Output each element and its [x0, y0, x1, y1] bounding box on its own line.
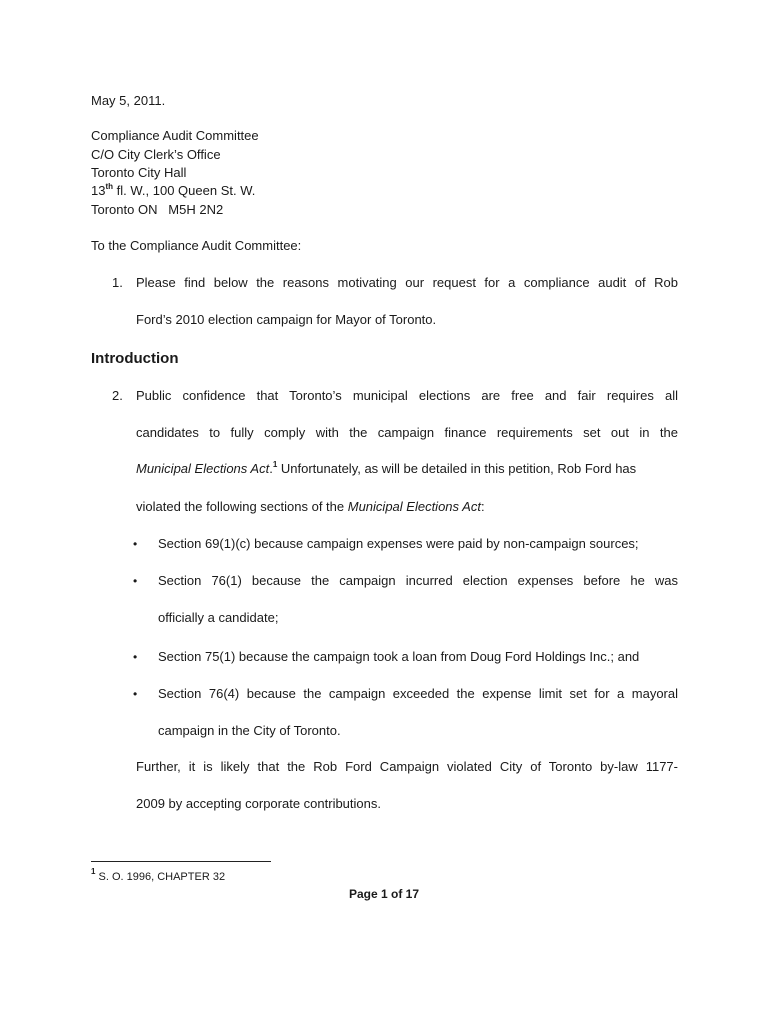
paragraph-2-line-4	[136, 499, 485, 515]
paragraph-2-line-2: candidates to fully comply with the campaign finance requirements set out in the	[136, 425, 678, 440]
bullet-marker: •	[133, 650, 138, 664]
act-title-italic-2: Municipal Elections Act	[347, 499, 481, 514]
footnote-mark: 1	[91, 867, 96, 877]
further-paragraph-line-2: 2009 by accepting corporate contributions.	[136, 796, 381, 811]
footnote-text: S. O. 1996, CHAPTER 32	[95, 871, 226, 883]
letter-date: May 5, 2011.	[91, 93, 166, 108]
page-of: of	[387, 887, 406, 901]
paragraph-2-line-1: Public confidence that Toronto’s municipal elections are free and fair requires all	[136, 388, 678, 403]
paragraph-2-number: 2.	[112, 388, 123, 403]
list-item-2-line-2: officially a candidate;	[158, 610, 279, 625]
address-line-5: Toronto ON M5H 2N2	[91, 202, 224, 217]
footnote-reference: 1	[272, 459, 278, 469]
list-item-3: Section 75(1) because the campaign took a loan from Doug Ford Holdings Inc.; and	[158, 649, 640, 664]
list-item-2-line-1: Section 76(1) because the campaign incurred election expenses before he was	[158, 573, 678, 588]
period: .	[269, 461, 273, 476]
bullet-marker: •	[133, 574, 138, 588]
paragraph-1-number: 1.	[112, 275, 123, 290]
list-item-4-line-2: campaign in the City of Toronto.	[158, 723, 341, 738]
line-4-colon: :	[480, 499, 485, 514]
street-address: fl. W., 100 Queen St. W.	[113, 183, 256, 198]
paragraph-1-line-2: Ford’s 2010 election campaign for Mayor of Toronto.	[136, 312, 437, 327]
salutation: To the Compliance Audit Committee:	[91, 238, 302, 253]
paragraph-1-line-1: Please find below the reasons motivating our request for a compliance audit of Rob	[136, 275, 678, 290]
list-item-1: Section 69(1)(c) because campaign expenses were paid by non-campaign sources;	[158, 536, 639, 551]
section-heading-introduction: Introduction	[91, 350, 179, 367]
address-line-2: C/O City Clerk’s Office	[91, 147, 221, 162]
address-line-4	[91, 183, 255, 199]
current-page: 1	[380, 887, 388, 901]
list-item-4-line-1: Section 76(4) because the campaign exceeded the expense limit set for a mayoral	[158, 686, 678, 701]
address-line-3: Toronto City Hall	[91, 165, 187, 180]
page-prefix: Page	[348, 887, 381, 901]
bullet-marker: •	[133, 537, 138, 551]
page-number	[0, 886, 768, 902]
address-line-1: Compliance Audit Committee	[91, 128, 259, 143]
floor-ordinal-suffix: th	[105, 181, 114, 191]
further-paragraph-line-1: Further, it is likely that the Rob Ford Campaign violated City of Toronto by-law 1177-	[136, 759, 678, 774]
line-4-prefix: violated the following sections of the	[136, 499, 348, 514]
act-title-italic: Municipal Elections Act	[136, 461, 270, 476]
total-pages: 17	[405, 887, 420, 901]
bullet-marker: •	[133, 687, 138, 701]
paragraph-2-line-3	[136, 461, 678, 477]
footnote	[91, 867, 226, 884]
footnote-separator	[91, 861, 271, 862]
floor-number: 13	[91, 183, 106, 198]
paragraph-2-line-3-rest: Unfortunately, as will be detailed in this petition, Rob Ford has	[277, 461, 637, 476]
